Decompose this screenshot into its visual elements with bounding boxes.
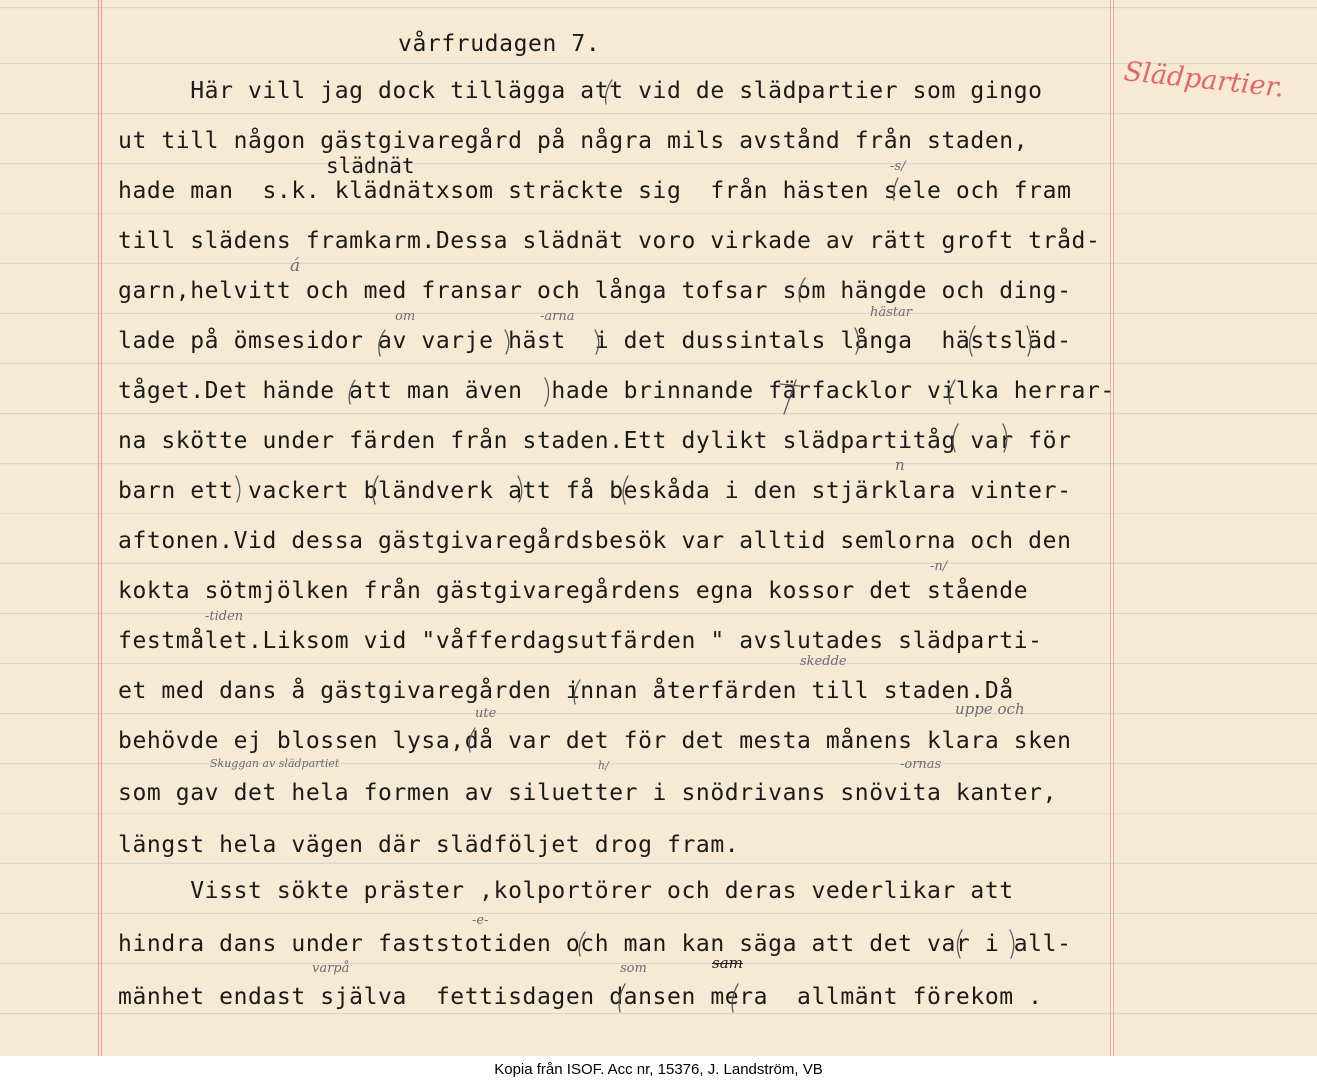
- note-s-mark: -s/: [890, 159, 906, 174]
- text-line-16: längst hela vägen där slädföljet drog fram.: [118, 832, 740, 858]
- note-som: som: [620, 961, 647, 976]
- text-line-9: barn ett vackert bländverk att få beskåda i den stjärklara vinter-: [118, 478, 1072, 504]
- archive-caption: Kopia från ISOF. Acc nr, 15376, J. Landström, VB: [494, 1061, 823, 1078]
- insert-sladnat: slädnät: [326, 154, 415, 178]
- text-line-7: tåget.Det hände att man även hade brinnande färfacklor vilka herrar-: [118, 378, 1115, 404]
- mark-paren-hast-close: [1027, 326, 1031, 356]
- note-n-mark: n: [895, 456, 905, 474]
- note-struck-word: sam: [712, 954, 743, 972]
- mark-slash-sele: [894, 178, 899, 200]
- note-skedde: skedde: [800, 654, 847, 669]
- text-line-8: na skötte under färden från staden.Ett dylikt slädpartitåg var för: [118, 428, 1072, 454]
- mark-comma-garden: [574, 680, 580, 704]
- note-e-mark: -e-: [472, 913, 489, 928]
- text-line-11: kokta sötmjölken från gästgivaregårdens egna kossor det stående: [118, 578, 1029, 604]
- mark-comma-tofsar: [799, 278, 805, 302]
- mark-comma-1: [606, 80, 612, 104]
- text-line-12: festmålet.Liksom vid "våfferdagsutfärden " avslutades slädparti-: [118, 628, 1043, 654]
- note-ornas: -ornas: [900, 757, 942, 772]
- text-line-5: garn,helvitt och med fransar och långa tofsar som hängde och ding-: [118, 278, 1072, 304]
- text-line-17: Visst sökte präster ,kolportörer och deras vederlikar att: [118, 878, 1014, 904]
- text-line-4: till slädens framkarm.Dessa slädnät voro virkade av rätt groft tråd-: [118, 228, 1101, 254]
- text-line-19: mänhet endast själva fettisdagen dansen mera allmänt förekom .: [118, 984, 1043, 1010]
- mark-paren-tag-open: [953, 424, 958, 452]
- document-heading: vårfrudagen 7.: [398, 31, 601, 57]
- note-tiden: -tiden: [205, 609, 244, 624]
- mark-comma-hande: [349, 380, 355, 404]
- mark-paren-var-close: [1010, 930, 1014, 958]
- mark-paren-aven: [545, 378, 549, 406]
- text-line-3: hade man s.k. klädnätxsom sträckte sig från hästen sele och fram: [118, 178, 1072, 204]
- note-n-mark-2: -n/: [930, 559, 948, 574]
- mark-comma-klor: [949, 380, 955, 404]
- mark-paren-tag-close: [1003, 424, 1007, 452]
- mark-strike-f-bar: [780, 384, 800, 386]
- mark-paren-av: [379, 330, 385, 356]
- mark-comma-dansen: [619, 984, 625, 1012]
- note-om: om: [395, 309, 416, 324]
- text-line-2: ut till någon gästgivaregård på några mils avstånd från staden,: [118, 128, 1029, 154]
- mark-paren-varje: [505, 330, 509, 354]
- text-line-15: som gav det hela formen av siluetter i snödrivans snövita kanter,: [118, 780, 1058, 806]
- note-hastar: hästar: [870, 305, 912, 320]
- note-a-mark: á: [290, 256, 301, 276]
- text-line-6: lade på ömsesidor av varje häst i det dussintals långa hästsläd-: [118, 328, 1072, 354]
- mark-paren-hast-open: [970, 326, 975, 356]
- mark-paren-verk: [518, 476, 522, 502]
- mark-comma-lysa: [469, 728, 475, 752]
- text-line-13: et med dans å gästgivaregården innan återfärden till staden.Då: [118, 678, 1014, 704]
- note-varpa: varpå: [312, 961, 350, 976]
- mark-paren-bland: [373, 476, 378, 504]
- margin-note-sladpartier: Slädpartier.: [1122, 56, 1286, 104]
- note-skuggan: Skuggan av slädpartiet: [210, 757, 340, 770]
- note-uppe-och: uppe och: [955, 700, 1025, 718]
- mark-comma-tiden: [579, 932, 585, 956]
- mark-paren-var-open: [957, 930, 962, 958]
- text-line-14: behövde ej blossen lysa,då var det för det mesta månens klara sken: [118, 728, 1072, 754]
- note-ute: ute: [475, 706, 497, 721]
- mark-paren-ett: [236, 476, 240, 502]
- text-line-18: hindra dans under faststotiden och man kan säga att det var i all-: [118, 931, 1072, 957]
- mark-paren-dussintals: [855, 328, 859, 354]
- note-arna: -arna: [540, 309, 575, 324]
- mark-paren-mera: [732, 984, 738, 1012]
- text-line-1: Här vill jag dock tillägga att vid de slädpartier som gingo: [118, 78, 1043, 104]
- text-line-10: aftonen.Vid dessa gästgivaregårdsbesök var alltid semlorna och den: [118, 528, 1072, 554]
- mark-paren-fa: [623, 476, 628, 504]
- mark-paren-hast: [595, 330, 599, 354]
- note-h-mark: h/: [598, 759, 609, 772]
